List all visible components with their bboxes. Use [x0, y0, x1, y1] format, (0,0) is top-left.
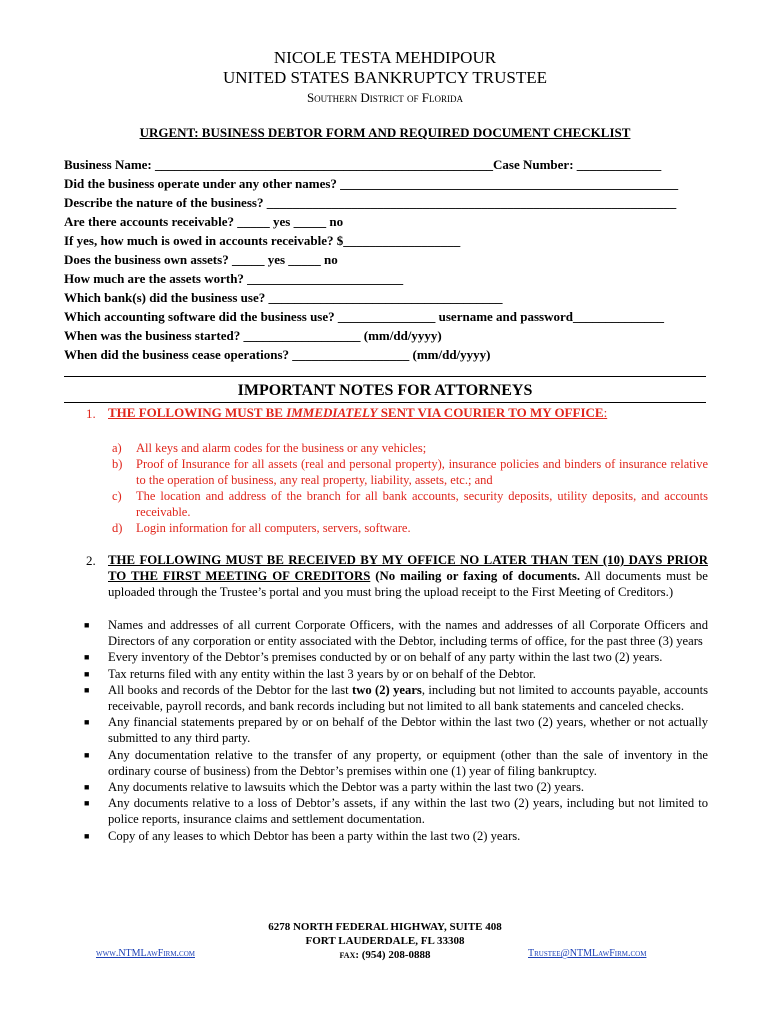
form-title: URGENT: BUSINESS DEBTOR FORM AND REQUIRED DOCUMENT CHECKLIST [139, 125, 631, 140]
accounts-receivable-field[interactable]: Are there accounts receivable? _____ yes _____ no [64, 214, 344, 229]
list-item: ■ Any documents relative to lawsuits which the Debtor was a party within the last two (2) years. [84, 780, 584, 795]
section-2-intro: THE FOLLOWING MUST BE RECEIVED BY MY OFFICE NO LATER THAN TEN (10) DAYS PRIOR TO THE FIRST MEETING OF CREDITORS (No mailing or faxing of documents. All documents must be uploaded through the Trustee’s portal and you must bring the upload receipt to the First Meeting of Creditors.) [108, 553, 708, 600]
divider-bottom [64, 402, 706, 403]
bullet-books-records: All books and records of the Debtor for the last two (2) years, including but not limited to accounts payable, accounts receivable, payroll records, and bank records including but not limited to all bank statements and canceled checks. [108, 682, 708, 714]
divider-top [64, 376, 706, 377]
list-item: ■ Any financial statements prepared by or on behalf of the Debtor within the last two (2) years, whether or not actually submitted to any third party. [84, 715, 708, 746]
list-item: ■ Every inventory of the Debtor’s premises conducted by or on behalf of any party within the last two (2) years. [84, 650, 663, 665]
fax-number: fax: (954) 208-0888 [339, 949, 431, 961]
business-started-field[interactable]: When was the business started? __________________ (mm/dd/yyyy) [64, 328, 442, 343]
address-line-2: FORT LAUDERDALE, FL 33308 [305, 935, 465, 947]
email-link[interactable]: Trustee@NTMLawFirm.com [528, 948, 647, 959]
address-line-1: 6278 NORTH FEDERAL HIGHWAY, SUITE 408 [268, 921, 502, 933]
bullet-icon: ■ [84, 668, 90, 679]
owns-assets-field[interactable]: Does the business own assets? _____ yes _____ no [64, 252, 338, 267]
bullet-icon: ■ [84, 830, 90, 841]
bullet-icon: ■ [84, 717, 90, 728]
section-1-heading: THE FOLLOWING MUST BE IMMEDIATELY SENT VIA COURIER TO MY OFFICE: [108, 405, 608, 420]
bullet-icon: ■ [84, 782, 90, 793]
list-item: a) All keys and alarm codes for the business or any vehicles; [112, 441, 427, 455]
bullet-icon: ■ [84, 652, 90, 663]
business-nature-field[interactable]: Describe the nature of the business? _______________________________________________________________ [64, 195, 677, 210]
bullet-icon: ■ [84, 749, 90, 760]
bullet-icon: ■ [84, 798, 90, 809]
bullet-icon: ■ [84, 620, 90, 630]
trustee-name: NICOLE TESTA MEHDIPOUR [273, 48, 497, 67]
list-item: ■ Tax returns filed with any entity within the last 3 years by or on behalf of the Debtor. [84, 666, 536, 681]
list-item: ■ Copy of any leases to which Debtor has been a party within the last two (2) years. [84, 828, 521, 843]
banks-field[interactable]: Which bank(s) did the business use? ____________________________________ [64, 290, 503, 305]
list-item: c) The location and address of the branch for all bank accounts, security deposits, utility deposits, and accounts receivable. [112, 489, 708, 519]
list-item [84, 682, 708, 714]
list-item: b) Proof of Insurance for all assets (real and personal property), insurance policies and binders of insurance relative to the operation of business, any real property, liability, assets, etc.; and [112, 457, 708, 487]
bullet-icon: ■ [84, 684, 90, 695]
assets-worth-field[interactable]: How much are the assets worth? ________________________ [64, 271, 404, 286]
list-item: ■ Any documents relative to a loss of Debtor’s assets, if any within the last two (2) years, including but not limited to police reports, insurance claims and settlement documentation. [84, 796, 708, 827]
other-names-field[interactable]: Did the business operate under any other names? ____________________________________________________ [64, 176, 679, 191]
business-name-field[interactable]: Business Name: ____________________________________________________Case Number: _____________ [64, 157, 662, 172]
list-item: d) Login information for all computers, servers, software. [112, 521, 411, 535]
notes-title: IMPORTANT NOTES FOR ATTORNEYS [237, 382, 533, 399]
list-item: ■ Any documentation relative to the transfer of any property, or equipment (other than the sale of inventory in the ordinary course of business) from the Debtor’s premises within one (1) year of filing bankruptcy. [84, 747, 708, 778]
district-name: Southern District of Florida [306, 90, 464, 105]
section-1-list [112, 440, 708, 536]
receivable-amount-field[interactable]: If yes, how much is owed in accounts receivable? $__________________ [64, 233, 461, 248]
accounting-software-field[interactable]: Which accounting software did the business use? _______________ username and password______________ [64, 309, 664, 324]
business-ceased-field[interactable]: When did the business cease operations? __________________ (mm/dd/yyyy) [64, 347, 491, 362]
list-item: ■ Names and addresses of all current Corporate Officers, with the names and addresses of all Corporate Officers and Directors of any corporation or entity associated with the Debtor, including terms of office, for the past three (3) years [84, 618, 708, 649]
website-link[interactable]: www.NTMLawFirm.com [96, 948, 195, 959]
section-2-bullets [84, 617, 708, 844]
section-1-number: 1. [86, 406, 96, 421]
trustee-title: UNITED STATES BANKRUPTCY TRUSTEE [222, 68, 547, 87]
section-2-number: 2. [86, 553, 96, 568]
